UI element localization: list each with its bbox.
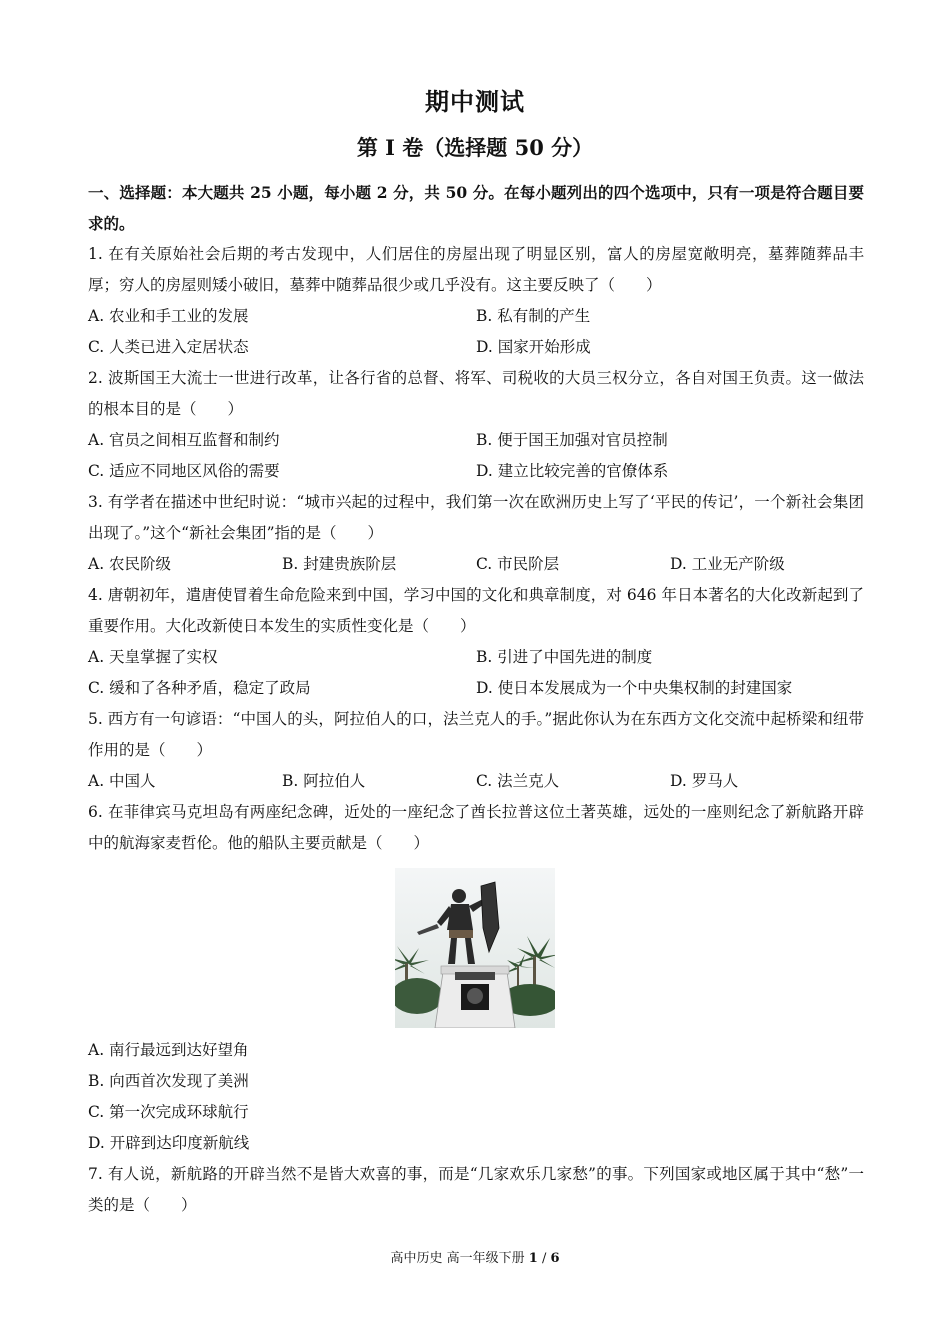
- page-title: 期中测试: [425, 87, 525, 116]
- question-stem: 7. 有人说，新航路的开辟当然不是皆大欢喜的事，而是“几家欢乐几家愁”的事。下列国家或地区属于其中“愁”一类的是（ ）: [88, 1165, 864, 1214]
- section-instruction: 一、选择题：本大题共 25 小题，每小题 2 分，共 50 分。在每小题列出的四个选项中，只有一项是符合题目要求的。: [88, 183, 864, 233]
- option-b: B. 封建贵族阶层: [282, 555, 397, 573]
- option-d: D. 建立比较完善的官僚体系: [476, 462, 669, 480]
- option-a: A. 官员之间相互监督和制约: [88, 431, 280, 449]
- question-stem: 6. 在菲律宾马克坦岛有两座纪念碑，近处的一座纪念了酋长拉普这位土著英雄，远处的一座则纪念了新航路开辟中的航海家麦哲伦。他的船队主要贡献是（ ）: [88, 803, 864, 852]
- option-row: [88, 549, 864, 580]
- page-footer: [0, 1247, 950, 1266]
- option-b: B. 向西首次发现了美洲: [88, 1072, 249, 1090]
- option-c: C. 缓和了各种矛盾，稳定了政局: [88, 679, 311, 697]
- option-d: D. 使日本发展成为一个中央集权制的封建国家: [476, 679, 793, 697]
- option-a: A. 农业和手工业的发展: [88, 307, 249, 325]
- option-a: A. 中国人: [88, 772, 156, 790]
- section-subtitle: 第 I 卷（选择题 50 分）: [356, 135, 594, 160]
- option-a: A. 天皇掌握了实权: [88, 648, 218, 666]
- question-stem: 2. 波斯国王大流士一世进行改革，让各行省的总督、将军、司税收的大员三权分立，各自对国王负责。这一做法的根本目的是（ ）: [88, 369, 864, 418]
- option-c: C. 人类已进入定居状态: [88, 338, 249, 356]
- question-body: [88, 177, 864, 1221]
- option-b: B. 私有制的产生: [476, 307, 591, 325]
- option-c: C. 市民阶层: [476, 555, 560, 573]
- option-row: [88, 673, 864, 704]
- option-row: [88, 642, 864, 673]
- option-c: C. 适应不同地区风俗的需要: [88, 462, 280, 480]
- option-row: [88, 425, 864, 456]
- monument-figure: [88, 862, 864, 1035]
- question-stem: 1. 在有关原始社会后期的考古发现中，人们居住的房屋出现了明显区别，富人的房屋宽敞明亮，墓葬随葬品丰厚；穷人的房屋则矮小破旧，墓葬中随葬品很少或几乎没有。这主要反映了（ ）: [88, 245, 864, 294]
- option-row: [88, 456, 864, 487]
- option-d: D. 工业无产阶级: [670, 555, 785, 573]
- option-b: B. 便于国王加强对官员控制: [476, 431, 668, 449]
- option-b: B. 引进了中国先进的制度: [476, 648, 653, 666]
- option-d: D. 开辟到达印度新航线: [88, 1134, 250, 1152]
- footer-text: 高中历史 高一年级下册: [390, 1251, 525, 1266]
- page-total: 6: [550, 1251, 560, 1266]
- question-stem: 3. 有学者在描述中世纪时说：“城市兴起的过程中，我们第一次在欧洲历史上写了‘平民的传记’，一个新社会集团出现了。”这个“新社会集团”指的是（ ）: [88, 493, 864, 542]
- option-row: [88, 766, 864, 797]
- option-a: A. 南行最远到达好望角: [88, 1041, 249, 1059]
- page-separator: /: [537, 1251, 551, 1266]
- option-c: C. 第一次完成环球航行: [88, 1103, 249, 1121]
- page-number: 1: [528, 1251, 538, 1266]
- option-d: D. 罗马人: [670, 772, 739, 790]
- option-row: [88, 332, 864, 363]
- option-d: D. 国家开始形成: [476, 338, 591, 356]
- question-stem: 4. 唐朝初年，遣唐使冒着生命危险来到中国，学习中国的文化和典章制度，对 646 年日本著名的大化改新起到了重要作用。大化改新使日本发生的实质性变化是（ ）: [88, 586, 864, 635]
- question-stem: 5. 西方有一句谚语：“中国人的头，阿拉伯人的口，法兰克人的手。”据此你认为在东西方文化交流中起桥梁和纽带作用的是（ ）: [88, 710, 864, 759]
- lapu-lapu-statue-image: [395, 868, 555, 1028]
- option-c: C. 法兰克人: [476, 772, 560, 790]
- option-row: [88, 301, 864, 332]
- option-b: B. 阿拉伯人: [282, 772, 366, 790]
- option-a: A. 农民阶级: [88, 555, 172, 573]
